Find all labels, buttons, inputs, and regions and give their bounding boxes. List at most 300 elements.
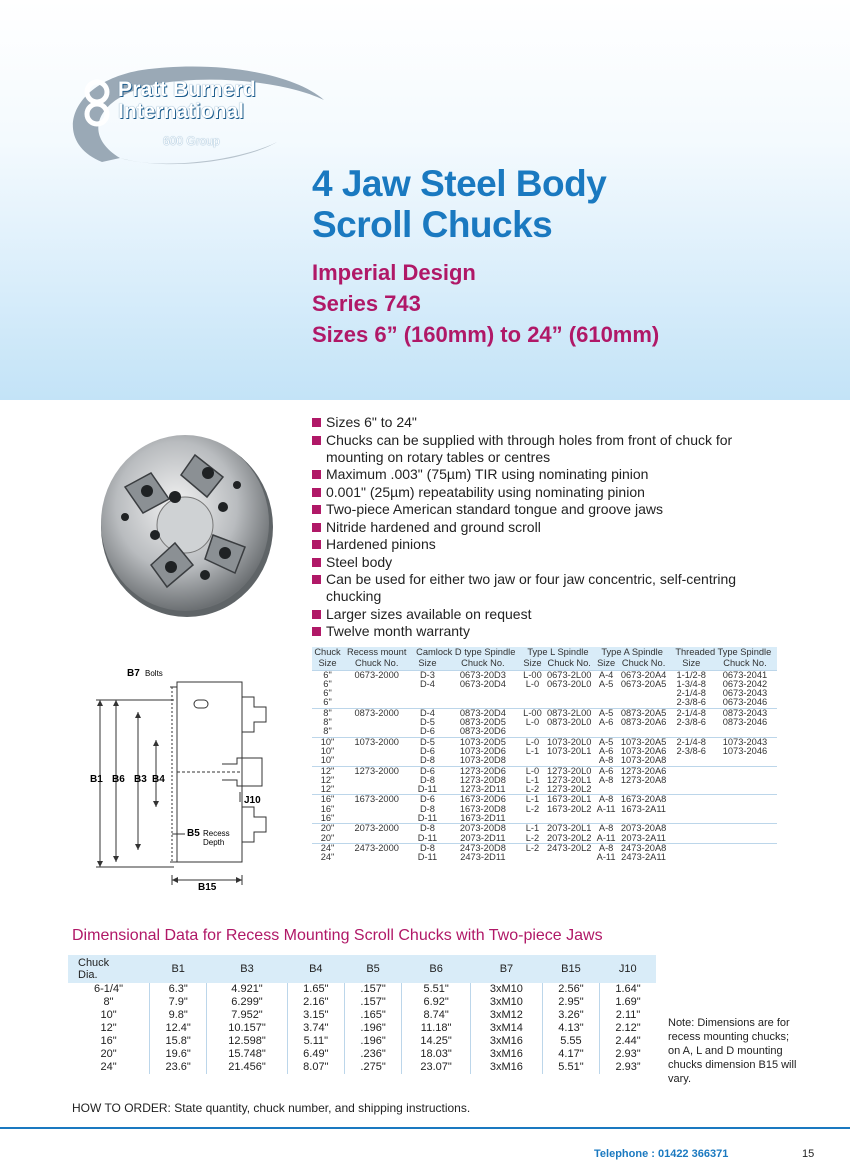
feature-text: Hardened pinions	[326, 536, 436, 552]
dim-header-cell: J10	[618, 963, 637, 975]
spindle-cell: 1273-20A8	[620, 774, 667, 785]
feature-item	[312, 571, 782, 605]
spindle-cell: 16"	[320, 803, 335, 814]
feature-item	[312, 536, 782, 553]
spindle-cell	[713, 843, 777, 853]
bullet-icon	[312, 523, 321, 532]
dim-cell: 5.51"	[402, 983, 471, 996]
spindle-cell: L-0	[525, 678, 540, 689]
feature-text: Twelve month warranty	[326, 623, 470, 639]
spindle-cell: 0873-20A6	[620, 717, 667, 728]
spindle-cell	[343, 727, 410, 737]
dim-cell: 10.157"	[207, 1022, 287, 1035]
spindle-cell: 2-3/8-6	[676, 745, 706, 756]
spindle-cell	[713, 785, 777, 795]
footer-divider	[0, 1127, 850, 1129]
spindle-cell	[544, 698, 595, 708]
bullet-icon	[312, 505, 321, 514]
spindle-cell: 2-1/4-8	[670, 737, 713, 747]
spindle-cell: A-8	[598, 774, 614, 785]
spindle-cell: 0873-20D6	[459, 726, 506, 737]
th-camlock: Camlock D type Spindle	[416, 647, 516, 657]
dim-cell: .236"	[344, 1048, 401, 1061]
dim-cell: 2.16"	[287, 996, 344, 1009]
spindle-cell	[521, 689, 544, 698]
dim-cell: 2.95"	[542, 996, 599, 1009]
spindle-cell: 1673-2D11	[460, 813, 506, 824]
spindle-cell: 1673-2A11	[621, 803, 666, 814]
dim-cell: 16"	[68, 1035, 150, 1048]
bullet-icon	[312, 610, 321, 619]
spindle-cell	[544, 756, 595, 766]
spindle-cell: D-6	[410, 766, 444, 776]
spindle-cell	[713, 805, 777, 814]
spindle-cell	[544, 689, 595, 698]
page-subtitle	[312, 257, 659, 350]
dim-cell: 5.55	[542, 1035, 599, 1048]
spindle-cell: A-8	[595, 824, 618, 834]
dim-cell: 2.44"	[615, 1035, 641, 1047]
bullet-icon	[312, 575, 321, 584]
spindle-cell	[670, 805, 713, 814]
spindle-cell: L-00	[523, 707, 542, 718]
spindle-cell	[618, 698, 670, 708]
spindle-cell: 24"	[320, 852, 335, 863]
spindle-subheader-row	[312, 658, 777, 670]
spindle-cell	[670, 853, 713, 862]
spindle-cell	[713, 756, 777, 766]
spindle-cell: D-6	[419, 726, 435, 737]
label-j10: J10	[244, 795, 261, 806]
spindle-cell: 0873-2L00	[544, 708, 595, 718]
spindle-cell	[670, 785, 713, 795]
dim-cell: 2.12"	[615, 1022, 641, 1034]
spindle-cell: D-11	[417, 784, 438, 795]
spindle-cell: 1073-20D5	[445, 737, 522, 747]
dim-cell: 7.952"	[207, 1009, 287, 1022]
spindle-cell: 0673-2042	[722, 678, 768, 689]
spindle-cell	[521, 756, 544, 766]
dim-cell: 15.748"	[207, 1048, 287, 1061]
spindle-cell	[713, 776, 777, 785]
spindle-cell: D-11	[417, 813, 438, 824]
th-sub: Chuck No.	[621, 658, 666, 669]
spindle-cell	[618, 727, 670, 737]
spindle-cell: 1673-20D8	[459, 803, 506, 814]
feature-item	[312, 432, 782, 466]
feature-item	[312, 519, 782, 536]
feature-text: Two-piece American standard tongue and groove jaws	[326, 501, 663, 517]
dim-row	[68, 983, 656, 996]
spindle-cell: 0873-2000	[343, 708, 410, 718]
spindle-cell: L-2	[525, 784, 540, 795]
spindle-cell: A-5	[595, 708, 618, 718]
dim-cell: 1.65"	[287, 983, 344, 996]
spindle-cell: L-2	[521, 843, 544, 853]
spindle-cell: 1073-20D8	[459, 755, 506, 766]
th-threaded: Threaded Type Spindle	[675, 647, 772, 657]
spindle-cell: L-1	[521, 795, 544, 805]
spindle-cell	[445, 689, 522, 698]
spindle-row	[312, 708, 777, 718]
spindle-cell: 2073-20D8	[445, 824, 522, 834]
spindle-cell: L-00	[523, 669, 542, 680]
page-title	[312, 163, 606, 245]
spindle-cell: 1073-2000	[343, 737, 410, 747]
spindle-cell: 2473-20A8	[618, 843, 670, 853]
dim-cell: 5.51"	[542, 1061, 599, 1074]
spindle-row	[312, 670, 777, 680]
spindle-cell: 1673-20A8	[618, 795, 670, 805]
dim-cell: 9.8"	[150, 1009, 207, 1022]
spindle-cell: 1073-20L0	[544, 737, 595, 747]
dim-cell: 1.64"	[615, 983, 641, 995]
feature-text: Can be used for either two jaw or four jaw concentric, self-centring chucking	[326, 571, 737, 604]
dim-cell: 3.15"	[287, 1009, 344, 1022]
dim-cell: 15.8"	[150, 1035, 207, 1048]
th-sub: Size	[523, 658, 542, 669]
dim-header-cell: B6	[429, 963, 443, 975]
dim-cell: 3.74"	[287, 1022, 344, 1035]
spindle-cell: 1673-20L1	[544, 795, 595, 805]
dim-cell: 2.93"	[615, 1048, 641, 1060]
dim-header-cell: B15	[561, 963, 581, 975]
spindle-row	[312, 727, 777, 737]
spindle-cell: 0673-20A4	[618, 670, 670, 680]
bullet-icon	[312, 540, 321, 549]
dim-header-cell: B4	[309, 963, 323, 975]
dim-cell: 12"	[68, 1022, 150, 1035]
dimension-note: Note: Dimensions are for recess mounting chucks; on A, L and D mounting chucks dimension B15 will vary.	[668, 1017, 797, 1085]
spindle-cell: 1673-2000	[343, 795, 410, 805]
spindle-cell: 0873-2046	[722, 717, 768, 728]
spindle-cell	[410, 698, 444, 708]
spindle-cell	[670, 824, 713, 834]
logo-group: 600 Group	[163, 134, 220, 148]
spindle-cell: A-5	[598, 678, 614, 689]
dim-cell: 5.11"	[287, 1035, 344, 1048]
spindle-cell: 0673-20D3	[445, 670, 522, 680]
dim-cell: 6.92"	[402, 996, 471, 1009]
spindle-cell: 1273-2000	[343, 766, 410, 776]
spindle-cell	[713, 795, 777, 805]
th-type-l: Type L Spindle	[527, 647, 589, 657]
bullet-icon	[312, 488, 321, 497]
spindle-cell: A-11	[596, 803, 616, 814]
spindle-cell	[521, 853, 544, 862]
spindle-cell: 1073-20A5	[618, 737, 670, 747]
spindle-cell: L-1	[525, 774, 540, 785]
spindle-cell: 10"	[320, 745, 335, 756]
spindle-cell	[343, 853, 410, 862]
spindle-cell	[670, 814, 713, 824]
spindle-cell: 0673-20D4	[459, 678, 506, 689]
dim-cell: 3xM14	[471, 1022, 543, 1035]
spindle-cell: 10"	[320, 755, 335, 766]
label-b4: B4	[152, 774, 165, 785]
dim-row	[68, 1035, 656, 1048]
spindle-cell: 12"	[320, 784, 335, 795]
dimension-table	[68, 955, 656, 1074]
spindle-cell: 1-1/2-8	[670, 670, 713, 680]
chuck-photo	[95, 425, 277, 620]
spindle-cell	[521, 727, 544, 737]
spindle-cell: 2473-2000	[343, 843, 410, 853]
spindle-table	[312, 647, 777, 863]
dimension-header-row	[68, 955, 656, 983]
spindle-cell	[713, 766, 777, 776]
spindle-cell: A-11	[596, 852, 616, 863]
spindle-cell	[670, 756, 713, 766]
spindle-cell: A-4	[595, 670, 618, 680]
dim-header-cell: B5	[366, 963, 380, 975]
spindle-cell: 24"	[312, 843, 343, 853]
spindle-cell: 1273-20L1	[546, 774, 592, 785]
spindle-cell: L-0	[521, 737, 544, 747]
dim-cell: 4.13"	[542, 1022, 599, 1035]
spindle-cell: 6"	[323, 697, 332, 708]
spindle-cell: 10"	[312, 737, 343, 747]
dim-cell: 19.6"	[150, 1048, 207, 1061]
spindle-cell: D-8	[410, 843, 444, 853]
spindle-cell: A-8	[598, 755, 614, 766]
spindle-cell: D-6	[410, 795, 444, 805]
feature-text: Maximum .003" (75µm) TIR using nominating pinion	[326, 466, 649, 482]
spindle-row	[312, 737, 777, 747]
spindle-cell	[670, 766, 713, 776]
spindle-cell: 8"	[323, 726, 332, 737]
dim-cell: 2.11"	[615, 1009, 641, 1021]
bullet-icon	[312, 436, 321, 445]
chuck-dimension-diagram	[72, 662, 297, 896]
spindle-row	[312, 805, 777, 814]
spindle-row	[312, 680, 777, 689]
label-b3: B3	[134, 774, 147, 785]
feature-text: Nitride hardened and ground scroll	[326, 518, 541, 535]
spindle-cell: L-2	[525, 803, 540, 814]
th-type-a: Type A Spindle	[601, 647, 663, 657]
page-number: 15	[802, 1148, 815, 1160]
dim-cell: 6.3"	[150, 983, 207, 996]
bullet-icon	[312, 627, 321, 636]
spindle-cell	[595, 689, 618, 698]
dim-row	[68, 996, 656, 1009]
feature-item	[312, 606, 782, 623]
title-line1: 4 Jaw Steel Body	[312, 163, 607, 204]
label-b1: B1	[90, 774, 103, 785]
dim-row	[68, 1009, 656, 1022]
spindle-cell	[670, 843, 713, 853]
label-depth: Depth	[203, 838, 225, 847]
dim-header-cell: B3	[240, 963, 254, 975]
spindle-row	[312, 795, 777, 805]
spindle-cell: 6"	[323, 678, 332, 689]
label-b6: B6	[112, 774, 125, 785]
spindle-cell: D-5	[419, 717, 435, 728]
spindle-cell: 2073-2000	[343, 824, 410, 834]
dim-cell: 14.25"	[402, 1035, 471, 1048]
feature-item	[312, 414, 782, 431]
spindle-cell: 2-3/8-6	[676, 697, 706, 708]
spindle-cell: 2073-20L2	[546, 832, 592, 843]
subtitle-line1: Imperial Design	[312, 260, 476, 285]
spindle-cell	[713, 834, 777, 844]
dim-row	[68, 1022, 656, 1035]
spindle-cell: 2473-2A11	[621, 852, 666, 863]
spindle-cell: 1273-20D8	[459, 774, 506, 785]
spindle-cell	[618, 689, 670, 698]
dim-cell: 4.17"	[542, 1048, 599, 1061]
spindle-cell: D-4	[410, 708, 444, 718]
spindle-cell	[670, 727, 713, 737]
spindle-cell: 6"	[312, 670, 343, 680]
feature-list	[312, 414, 782, 641]
dim-cell: .157"	[344, 996, 401, 1009]
dimension-table-title: Dimensional Data for Recess Mounting Scroll Chucks with Two-piece Jaws	[72, 927, 603, 944]
spindle-cell: 1673-20D6	[445, 795, 522, 805]
spindle-row	[312, 718, 777, 727]
dim-cell: 8.74"	[402, 1009, 471, 1022]
dim-cell: 3.26"	[542, 1009, 599, 1022]
spindle-row	[312, 834, 777, 844]
spindle-cell	[521, 698, 544, 708]
subtitle-line3: Sizes 6” (160mm) to 24” (610mm)	[312, 322, 660, 347]
spindle-cell: 2-1/4-8	[670, 708, 713, 718]
dim-cell: .157"	[344, 983, 401, 996]
feature-text: Larger sizes available on request	[326, 605, 532, 622]
dim-cell: .196"	[344, 1022, 401, 1035]
spindle-cell: D-11	[417, 832, 438, 843]
dim-cell: .165"	[344, 1009, 401, 1022]
th-sub: Size	[682, 658, 701, 669]
dim-cell: 3xM10	[471, 996, 543, 1009]
spindle-cell: 1-3/4-8	[676, 678, 706, 689]
spindle-row	[312, 747, 777, 756]
th-sub: Chuck No.	[547, 658, 591, 669]
spindle-cell: 20"	[320, 832, 335, 843]
spindle-cell: D-8	[419, 774, 435, 785]
dim-cell: 18.03"	[402, 1048, 471, 1061]
spindle-cell: 20"	[312, 824, 343, 834]
spindle-cell: 1273-20A6	[618, 766, 670, 776]
spindle-cell	[595, 698, 618, 708]
spindle-cell: 1273-2D11	[460, 784, 506, 795]
label-recess: Recess	[203, 829, 230, 838]
bullet-icon	[312, 558, 321, 567]
spindle-cell: 0873-2043	[713, 708, 777, 718]
footer-phone: Telephone : 01422 366371	[594, 1148, 729, 1160]
spindle-cell	[343, 680, 410, 689]
dim-cell: 3xM16	[471, 1035, 543, 1048]
spindle-cell: 0673-2041	[713, 670, 777, 680]
spindle-cell: 1073-2046	[722, 745, 768, 756]
dim-cell: 6.49"	[287, 1048, 344, 1061]
dim-cell: 1.69"	[615, 996, 641, 1008]
dim-cell: 12.4"	[150, 1022, 207, 1035]
spindle-cell: 0673-2000	[343, 670, 410, 680]
spindle-cell: A-6	[598, 717, 614, 728]
spindle-cell: A-8	[595, 843, 618, 853]
spindle-cell: 0873-20D4	[445, 708, 522, 718]
dim-cell: 20"	[68, 1048, 150, 1061]
spindle-cell	[343, 747, 410, 756]
spindle-cell: D-3	[410, 670, 444, 680]
spindle-cell: 0873-20L0	[546, 717, 592, 728]
spindle-cell: D-8	[419, 755, 435, 766]
spindle-cell: 1073-20D6	[459, 745, 506, 756]
spindle-cell: 0673-20L0	[546, 678, 592, 689]
spindle-cell: 2073-2D11	[460, 832, 506, 843]
bullet-icon	[312, 470, 321, 479]
spindle-cell: 0673-2L00	[544, 670, 595, 680]
th-sub: Chuck No.	[723, 658, 767, 669]
dim-row	[68, 1061, 656, 1074]
spindle-cell: D-8	[410, 824, 444, 834]
how-to-order: HOW TO ORDER: State quantity, chuck number, and shipping instructions.	[72, 1101, 471, 1115]
dim-row	[68, 1048, 656, 1061]
th-chuck: Chuck	[314, 647, 341, 657]
spindle-cell	[343, 805, 410, 814]
feature-item	[312, 484, 782, 501]
spindle-cell: A-6	[595, 766, 618, 776]
feature-item	[312, 554, 782, 571]
spindle-row	[312, 766, 777, 776]
spindle-cell	[713, 824, 777, 834]
label-b7: B7	[127, 668, 140, 679]
feature-text: Steel body	[326, 553, 393, 570]
spindle-cell	[445, 698, 522, 708]
dim-cell: 8"	[68, 996, 150, 1009]
spindle-cell: 2473-20D8	[445, 843, 522, 853]
spindle-row	[312, 776, 777, 785]
spindle-cell: L-1	[525, 745, 540, 756]
spindle-cell	[343, 718, 410, 727]
dim-cell: 3xM16	[471, 1061, 543, 1074]
th-sub: Size	[318, 658, 337, 669]
spindle-cell: 2-1/4-8	[676, 688, 706, 699]
spindle-cell: 1673-20L2	[546, 803, 592, 814]
dim-header-cell: Chuck Dia.	[78, 957, 110, 981]
spindle-cell	[410, 689, 444, 698]
spindle-cell: 0673-2046	[722, 697, 768, 708]
feature-text: Sizes 6" to 24"	[326, 414, 417, 430]
label-b15: B15	[198, 882, 217, 893]
spindle-cell	[713, 814, 777, 824]
spindle-cell: 2473-2D11	[460, 852, 506, 863]
spindle-cell: A-11	[596, 832, 616, 843]
dim-cell: 23.6"	[150, 1061, 207, 1074]
spindle-cell	[343, 689, 410, 698]
dim-cell: 3xM10	[471, 983, 543, 996]
spindle-cell: A-5	[595, 737, 618, 747]
dim-cell: 24"	[68, 1061, 150, 1074]
bullet-icon	[312, 418, 321, 427]
spindle-cell: 12"	[312, 766, 343, 776]
spindle-row	[312, 689, 777, 698]
spindle-cell: 1273-20L2	[546, 784, 592, 795]
spindle-cell: 2473-20L2	[544, 843, 595, 853]
logo-line2: International	[118, 100, 245, 123]
spindle-cell	[670, 834, 713, 844]
spindle-cell: 1073-20A6	[620, 745, 667, 756]
dim-header-cell: B7	[499, 963, 514, 975]
spindle-cell: 8"	[312, 708, 343, 718]
th-sub: Chuck No.	[355, 658, 399, 669]
spindle-cell: 0673-20A5	[620, 678, 667, 689]
spindle-cell: L-1	[521, 824, 544, 834]
dim-cell: 7.9"	[150, 996, 207, 1009]
spindle-cell: 12"	[320, 774, 335, 785]
